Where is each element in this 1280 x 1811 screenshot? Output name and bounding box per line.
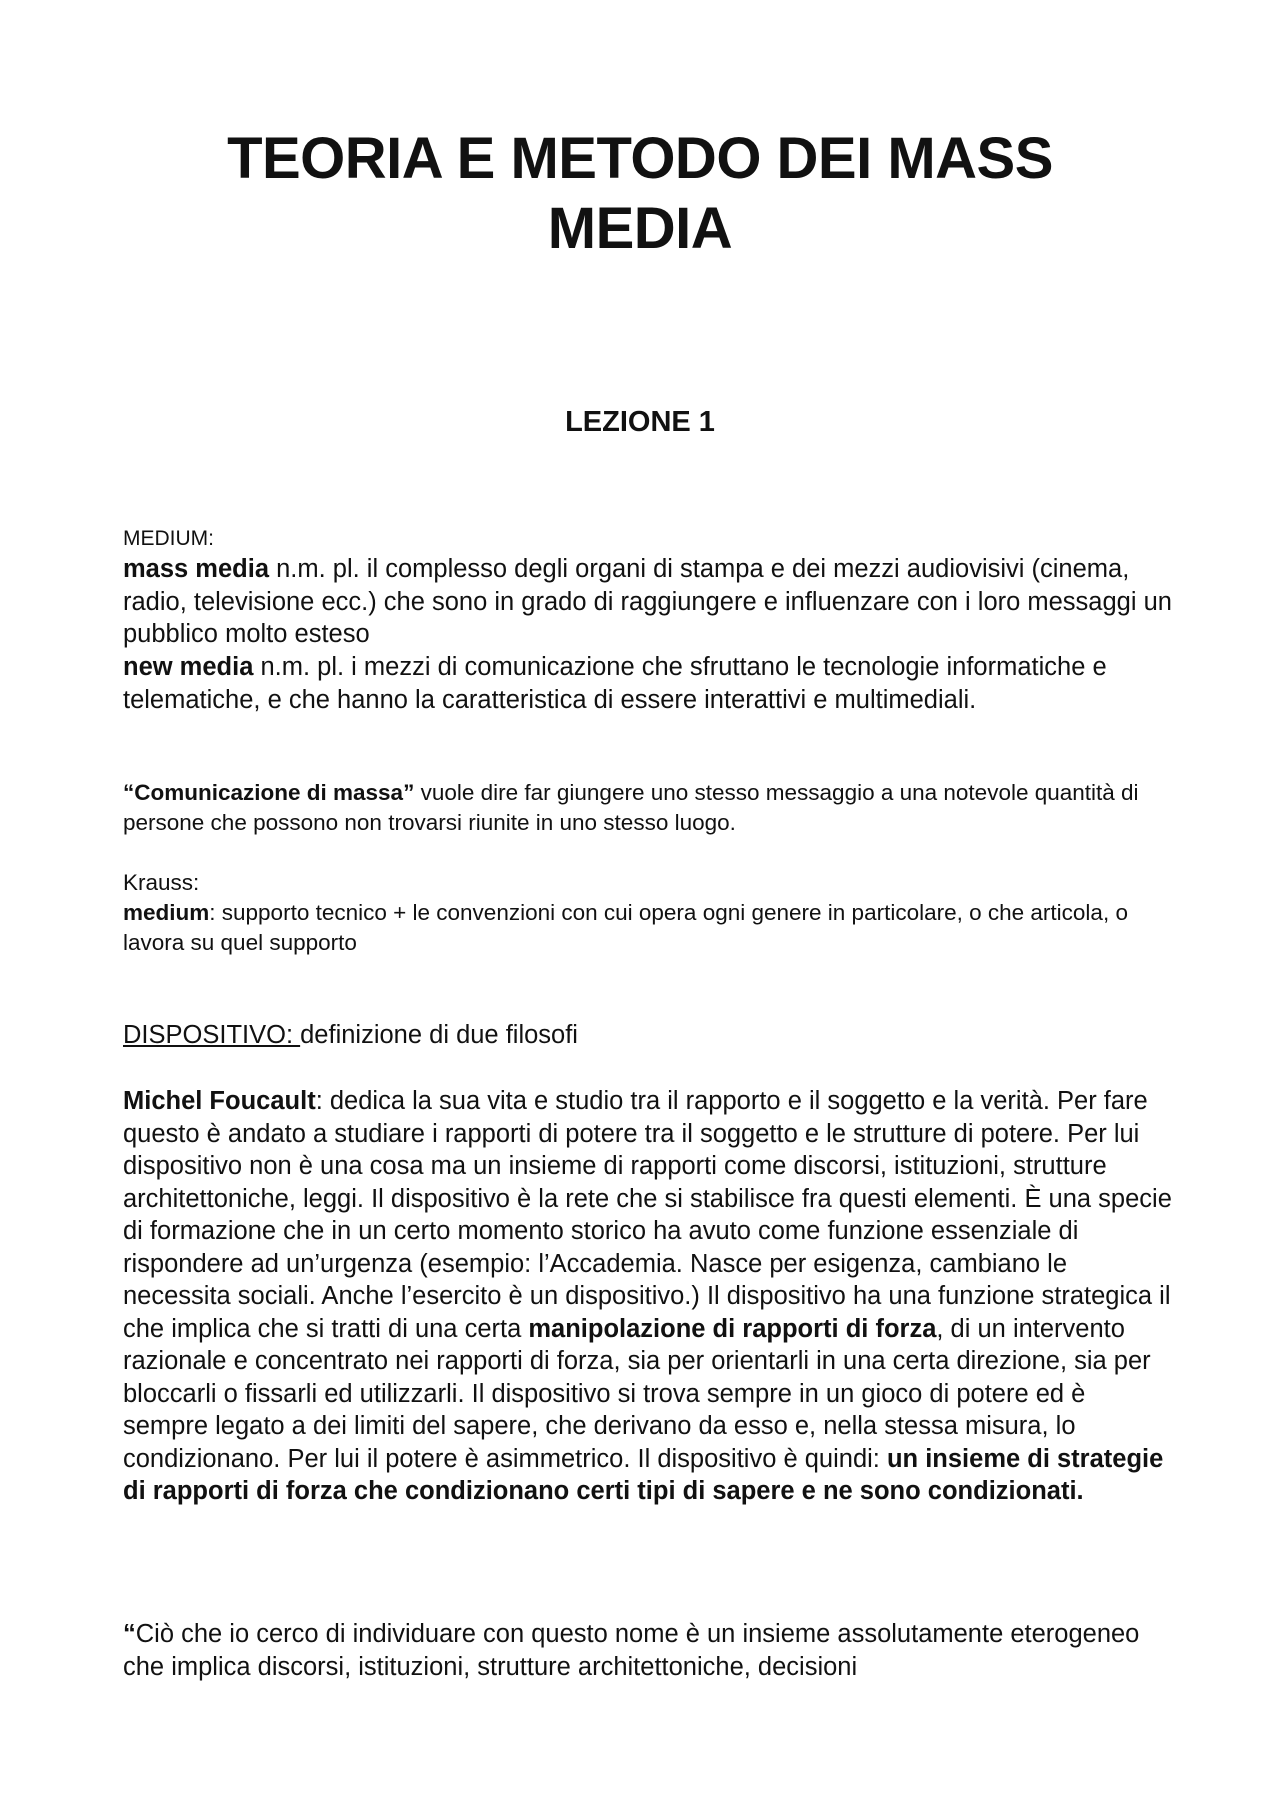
quote-text: Ciò che io cerco di individuare con questo nome è un insieme assolutamente eterogeneo che implica discorsi, istituzioni, strutture architettoniche, decisioni	[123, 1620, 1140, 1681]
new-media-term: new media	[123, 653, 254, 681]
title-line-2: MEDIA	[547, 196, 733, 261]
comunicazione-term: “Comunicazione di massa”	[123, 780, 415, 805]
krauss-paragraph	[123, 898, 1173, 958]
foucault-bold-1: manipolazione di rapporti di forza	[528, 1314, 937, 1343]
foucault-text-2: , di un intervento razionale e concentrato nei rapporti di forza, sia per orientarli in una certa direzione, sia per bloccarli o fissarli ed utilizzarli. Il dispositivo si trova sempre in un gioco di potere ed è sempre legato a dei limiti del sapere, che derivano da esso e, nella stessa misura, lo condizionano. Per lui il potere è asimmetrico. Il dispositivo è quindi:	[123, 1314, 1151, 1473]
krauss-term: medium	[123, 900, 210, 925]
foucault-bold-2: un insieme di strategie di rapporti di forza che condizionano certi tipi di sapere e ne sono condizionati.	[123, 1444, 1164, 1505]
quote-paragraph	[123, 1618, 1173, 1683]
foucault-paragraph	[123, 1085, 1173, 1508]
foucault-text-1: : dedica la sua vita e studio tra il rapporto e il soggetto e la verità. Per fare questo è andato a studiare i rapporti di potere tra il soggetto e le strutture di potere. Per lui dispositivo non è una cosa ma un insieme di rapporti come discorsi, istituzioni, strutture architettoniche, leggi. Il dispositivo è la rete che si stabilisce fra questi elementi. È una specie di formazione che in un certo momento storico ha avuto come funzione essenziale di rispondere ad un’urgenza (esempio: l’Accademia. Nasce per esigenza, cambiano le necessita sociali. Anche l’esercito è un dispositivo.) Il dispositivo ha una funzione strategica il che implica che si tratti di una certa	[123, 1087, 1172, 1343]
mass-media-text: n.m. pl. il complesso degli organi di stampa e dei mezzi audiovisivi (cinema, radio, televisione ecc.) che sono in grado di raggiungere e influenzare con i loro messaggi un pubblico molto esteso	[123, 555, 1172, 648]
comunicazione-text: vuole dire far giungere uno stesso messaggio a una notevole quantità di persone che possono non trovarsi riunite in uno stesso luogo.	[123, 780, 1139, 835]
krauss-heading: Krauss:	[123, 870, 200, 895]
dispositivo-line	[123, 1019, 1173, 1052]
foucault-name: Michel Foucault	[123, 1087, 316, 1115]
comunicazione-paragraph	[123, 778, 1173, 838]
krauss-text: : supporto tecnico + le convenzioni con cui opera ogni genere in particolare, o che articola, o lavora su quel supporto	[123, 900, 1128, 955]
medium-heading: MEDIUM:	[123, 527, 214, 550]
mass-media-term: mass media	[123, 555, 270, 583]
new-media-text: n.m. pl. i mezzi di comunicazione che sfruttano le tecnologie informatiche e telematiche, e che hanno la caratteristica di essere interattivi e multimediali.	[123, 653, 1107, 714]
quote-open-mark: “	[123, 1620, 136, 1648]
title-line-1: TEORIA E METODO DEI MASS	[227, 126, 1053, 191]
lesson-heading: LEZIONE 1	[565, 406, 715, 438]
dispositivo-text: definizione di due filosofi	[300, 1021, 578, 1049]
document-title	[140, 124, 1140, 264]
mass-media-definition	[123, 553, 1173, 651]
dispositivo-heading: DISPOSITIVO:	[123, 1021, 301, 1049]
new-media-definition	[123, 651, 1173, 716]
